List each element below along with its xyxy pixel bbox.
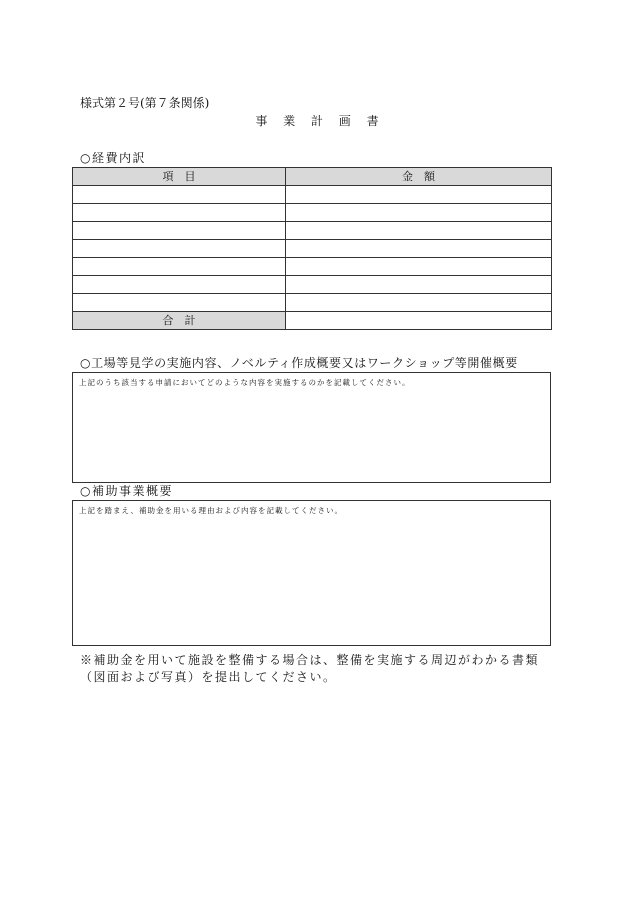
summary-description-box[interactable]: [72, 500, 551, 646]
total-amount-cell[interactable]: [286, 312, 552, 330]
item-cell[interactable]: [73, 258, 286, 276]
facility-note: [80, 652, 560, 686]
expense-section-heading: ○経費内訳: [80, 151, 146, 165]
table-row: [73, 222, 552, 240]
content-description-hint: 上記のうち該当する申請においてどのような内容を実施するのかを記載してください。: [79, 378, 411, 387]
facility-note-line-1: ※補助金を用いて施設を整備する場合は、整備を実施する周辺がわかる書類: [80, 653, 540, 667]
item-cell[interactable]: [73, 240, 286, 258]
content-section-heading: ○工場等見学の実施内容、ノベルティ作成概要又はワークショップ等開催概要: [80, 356, 518, 370]
table-row: [73, 276, 552, 294]
item-cell[interactable]: [73, 222, 286, 240]
total-row: [73, 312, 552, 330]
item-cell[interactable]: [73, 276, 286, 294]
amount-cell[interactable]: [286, 186, 552, 204]
item-cell[interactable]: [73, 186, 286, 204]
table-row: [73, 294, 552, 312]
item-cell[interactable]: [73, 294, 286, 312]
table-row: [73, 204, 552, 222]
amount-cell[interactable]: [286, 258, 552, 276]
summary-description-hint: 上記を踏まえ、補助金を用いる理由および内容を記載してください。: [79, 506, 343, 515]
content-description-box[interactable]: [72, 372, 551, 483]
total-label: 合 計: [73, 312, 286, 330]
table-row: [73, 240, 552, 258]
facility-note-line-2: （図面および写真）を提出してください。: [80, 670, 337, 684]
table-row: [73, 258, 552, 276]
summary-section-heading: ○補助事業概要: [80, 484, 173, 498]
table-header-row: [73, 168, 552, 186]
form-number: 様式第２号(第７条関係): [80, 96, 210, 110]
amount-cell[interactable]: [286, 276, 552, 294]
amount-cell[interactable]: [286, 222, 552, 240]
item-column-header: 項 目: [73, 168, 286, 186]
table-row: [73, 186, 552, 204]
amount-column-header: 金 額: [286, 168, 552, 186]
amount-cell[interactable]: [286, 204, 552, 222]
amount-cell[interactable]: [286, 294, 552, 312]
item-cell[interactable]: [73, 204, 286, 222]
document-title: 事 業 計 画 書: [255, 114, 385, 128]
expense-table: [72, 167, 552, 330]
amount-cell[interactable]: [286, 240, 552, 258]
